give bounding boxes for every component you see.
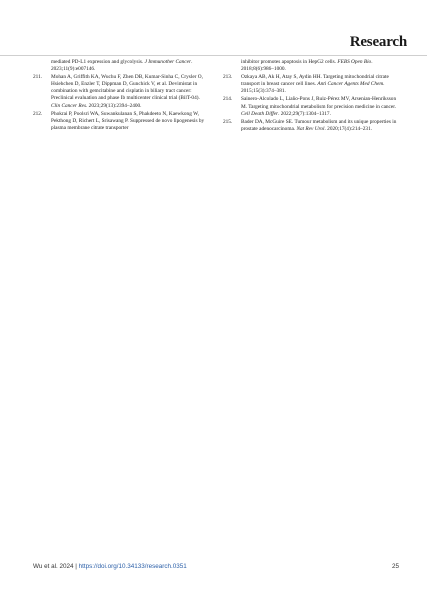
reference-body: Ozkaya AB, Ak H, Atay S, Aydin HH. Targeting mitochondrial citrate transport in breast cancer cell lines. (241, 74, 389, 88)
reference-text (51, 59, 209, 73)
reference-entry (33, 59, 209, 73)
doi-link[interactable]: https://doi.org/10.34133/research.0351 (78, 563, 187, 570)
reference-volume-pages: . 2022;29(7):1304–1317. (278, 110, 331, 117)
reference-number: 211. (33, 74, 43, 81)
references-column-left (33, 59, 209, 133)
reference-body: Sainero-Alcolado L, Liaño-Pons J, Ruiz-Pérez MV, Arsenian-Henriksson M. Targeting mitochondrial metabolism for precision medicine in cancer. (241, 96, 397, 110)
header-divider (0, 55, 427, 56)
reference-entry (223, 119, 399, 133)
reference-body: Mohan A, Griffith KA, Wuchu F, Zhen DB, Kumar-Sinha C, Crysler O, Hsiehchen D, Enzler T, Dippman D, Gunchick V, et al. Devimistat in combination with gemcitabine and cisplatin in biliary tract cancer: Preclinical evaluation and phase Ib multicenter clinical trial (BilT-04). (51, 74, 203, 102)
reference-body: mediated PD-L1 expression and glycolysis. (51, 59, 145, 65)
references-column-right (223, 59, 399, 134)
reference-volume-pages: . 2015;15(3):374–381. (241, 81, 385, 95)
reference-entry (223, 96, 399, 117)
reference-number: 212. (33, 110, 43, 117)
reference-volume-pages: . 2020;17(4):214–231. (324, 125, 373, 132)
reference-text (51, 74, 209, 109)
reference-text (241, 119, 399, 133)
page-number: 25 (391, 563, 399, 570)
reference-journal: J Immunother Cancer (144, 59, 192, 65)
reference-body: Phokrai P, Poolsri WA, Suwankulanan S, Phakdeeto N, Kaewkong W, Pekthong D, Richert L, Srisawang P. Suppressed de novo lipogenesis by plasma membrane citrate transporter (51, 110, 205, 131)
reference-journal: Nat Rev Urol (296, 125, 325, 132)
footer-author-year: Wu et al. 2024 | (33, 563, 79, 570)
reference-number: 214. (223, 96, 233, 103)
reference-body: inhibitor promotes apoptosis in HepG2 cells. (241, 59, 338, 65)
reference-journal: Anti Cancer Agents Med Chem (317, 81, 384, 88)
reference-entry (33, 111, 209, 132)
reference-number: 215. (223, 118, 233, 125)
reference-volume-pages: . 2023;29(13):2394–2400. (86, 102, 142, 109)
reference-volume-pages: . 2023;11(9):e007146. (51, 59, 193, 73)
reference-entry (223, 59, 399, 73)
reference-journal: FEBS Open Bio (337, 59, 372, 65)
reference-volume-pages: . 2018;8(6):986–1000. (241, 59, 373, 73)
reference-number: 213. (223, 74, 233, 81)
reference-journal: Clin Cancer Res (51, 102, 87, 109)
journal-section-title: Research (349, 34, 407, 50)
reference-text (241, 96, 399, 117)
reference-body: Bader DA, McGuire SE. Tumour metabolism and its unique properties in prostate adenocarcinoma. (241, 118, 397, 132)
reference-entry (223, 74, 399, 95)
reference-text (241, 59, 399, 73)
reference-entry (33, 74, 209, 109)
footer-citation (33, 563, 187, 570)
reference-text (51, 111, 209, 132)
reference-text (241, 74, 399, 95)
reference-journal: Cell Death Differ (241, 110, 279, 117)
